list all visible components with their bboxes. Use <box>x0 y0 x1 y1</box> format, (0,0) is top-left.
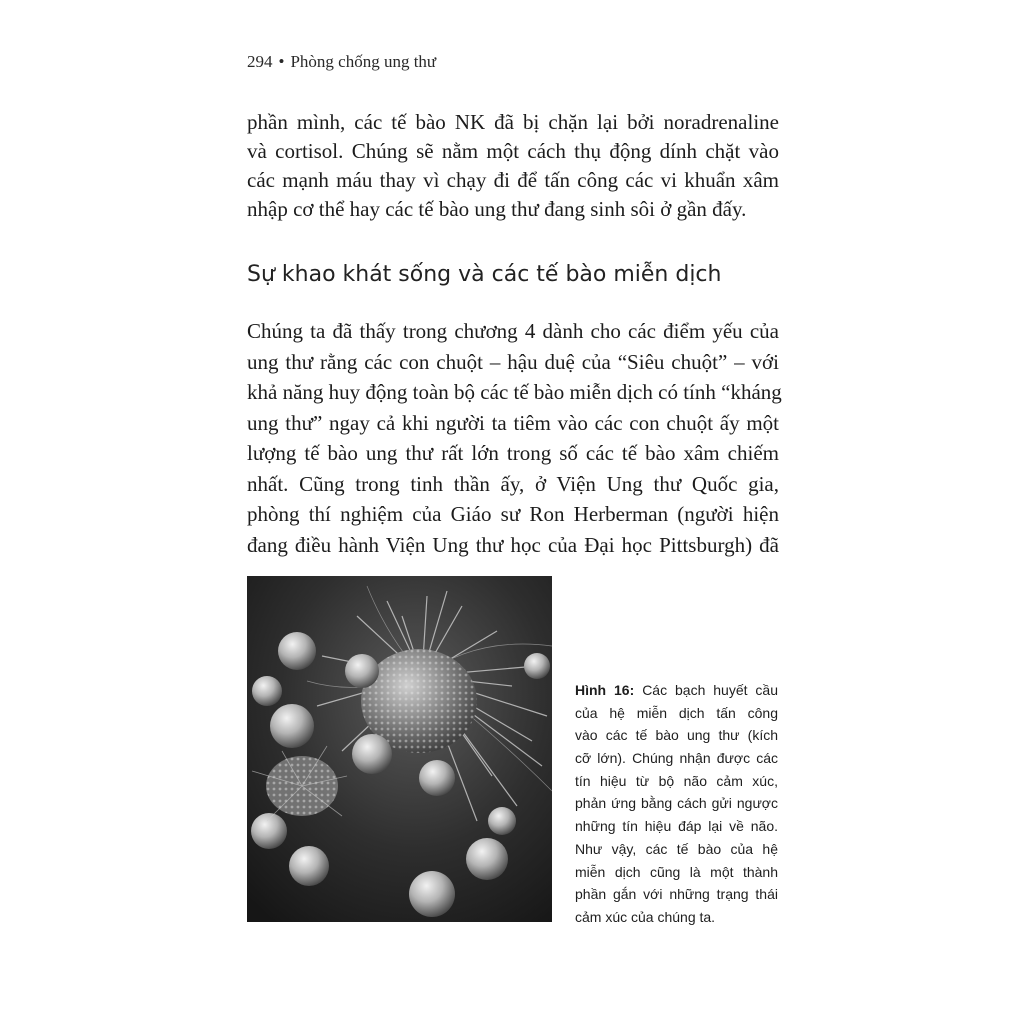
paragraph-2-line: ung thư rằng các con chuột – hậu duệ của “Siêu chuột” – với <box>247 349 779 374</box>
paragraph-2-line: Chúng ta đã thấy trong chương 4 dành cho các điểm yếu của <box>247 319 779 343</box>
caption-line: vào các tế bào ung thư (kích <box>575 727 778 744</box>
header-separator: • <box>278 52 285 71</box>
figure-caption <box>575 679 778 929</box>
caption-line: tín hiệu từ bộ não cảm xúc, <box>575 772 778 789</box>
page-number: 294 <box>247 52 273 71</box>
figure-micrograph <box>247 576 552 922</box>
caption-line: phản ứng bằng cách gửi ngược <box>575 795 778 812</box>
paragraph-2-line: ung thư” ngay cả khi người ta tiêm vào các con chuột ấy một <box>247 410 779 435</box>
caption-line: những tín hiệu đáp lại về não. <box>575 818 778 835</box>
caption-text: Các bạch huyết cầu <box>642 682 779 698</box>
paragraph-2 <box>247 316 782 560</box>
running-header <box>247 52 436 72</box>
paragraph-1 <box>247 108 779 224</box>
caption-line: cỡ lớn). Chúng nhận được các <box>575 750 778 767</box>
paragraph-1-line: nhập cơ thể hay các tế bào ung thư đang sinh sôi ở gần đấy. <box>247 197 747 221</box>
paragraph-2-line: phòng thí nghiệm của Giáo sư Ron Herberman (người hiện <box>247 502 779 526</box>
paragraph-2-line: khả năng huy động toàn bộ các tế bào miễn dịch có tính “kháng <box>247 380 782 404</box>
caption-line: cảm xúc của chúng ta. <box>575 908 716 925</box>
paragraph-1-line: và cortisol. Chúng sẽ nằm một cách thụ động dính chặt vào <box>247 139 779 163</box>
paragraph-2-line: lượng tế bào ung thư rất lớn trong số các tế bào xâm chiếm <box>247 441 779 465</box>
paragraph-2-line: nhất. Cũng trong tinh thần ấy, ở Viện Ung thư Quốc gia, <box>247 471 779 496</box>
caption-line: phần gắn với những trạng thái <box>575 886 778 903</box>
section-heading: Sự khao khát sống và các tế bào miễn dịch <box>247 262 722 287</box>
caption-line: miễn dịch cũng là một thành <box>575 863 778 880</box>
figure-label: Hình 16: <box>575 682 635 698</box>
caption-line: Như vậy, các tế bào của hệ <box>575 840 778 857</box>
caption-line <box>575 679 778 702</box>
book-title: Phòng chống ung thư <box>290 52 437 71</box>
paragraph-2-line: đang điều hành Viện Ung thư học của Đại học Pittsburgh) đã <box>247 532 779 557</box>
paragraph-1-line: phần mình, các tế bào NK đã bị chặn lại bởi noradrenaline <box>247 110 779 134</box>
caption-line: của hệ miễn dịch tấn công <box>575 704 778 721</box>
paragraph-1-line: các mạnh máu thay vì chạy đi để tấn công các vi khuẩn xâm <box>247 168 779 192</box>
